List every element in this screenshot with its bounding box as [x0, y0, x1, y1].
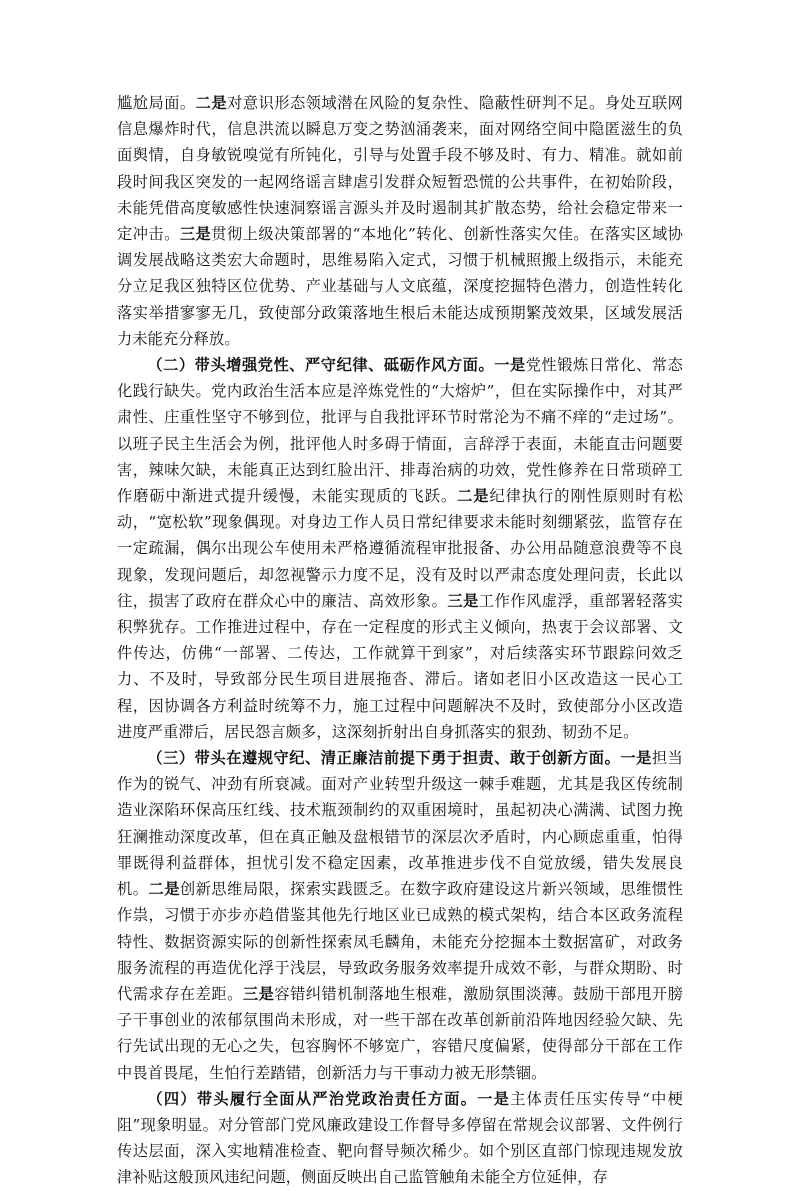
bold-text-segment: 二是	[457, 487, 490, 506]
paragraph	[117, 90, 683, 352]
text-segment: 容错纠错机制落地生根难，激励氛围淡薄。鼓励干部甩开膀子干事创业的浓郁氛围尚未形成，对一些干部在改革创新前沿阵地因经验欠缺、先行先试出现的无心之失，包容胸怀不够宽广，容错尺度偏紧，使得部分干部在工作中畏首畏尾，生怕行差踏错，创新活力与干事动力被无形禁锢。	[117, 984, 683, 1082]
text-segment: 担当作为的锐气、冲劲有所衰减。面对产业转型升级这一棘手难题，尤其是我区传统制造业深陷环保高压红线、技术瓶颈制约的双重困境时，虽起初决心满满、试图力挽狂澜推动深度改革，但在真正触及盘根错节的深层次矛盾时，内心顾虑重重，怕得罪既得利益群体，担忧引发不稳定因素，改革推进步伐不自觉放缓，错失发展良机。	[117, 749, 683, 899]
text-segment: 尴尬局面。	[117, 94, 196, 112]
document-body	[117, 90, 683, 1191]
bold-text-segment: （三）带头在遵规守纪、清正廉洁前提下勇于担责、敢于创新方面。一是	[147, 749, 652, 768]
text-segment: 纪律执行的刚性原则时有松动，“宽松软”现象偶现。对身边工作人员日常纪律要求未能时刻绷紧弦，监管存在一定疏漏，偶尔出现公车使用未严格遵循流程审批报备、办公用品随意浪费等不良现象，发现问题后，却忽视警示力度不足，没有及时以严肃态度处理问责，长此以往，损害了政府在群众心中的廉洁、高效形象。	[117, 487, 683, 610]
bold-text-segment: 三是	[179, 225, 212, 244]
text-segment: 贯彻上级决策部署的“本地化”转化、创新性落实欠佳。在落实区域协调发展战略这类宏大命题时，思维易陷入定式，习惯于机械照搬上级指示，未能充分立足我区独特区位优势、产业基础与人文底蕴，深度挖掘特色潜力，创造性转化落实举措寥寥无几，致使部分政策落地生根后未能达成预期繁茂效果，区域发展活力未能充分释放。	[117, 225, 683, 348]
text-segment: 工作作风虚浮，重部署轻落实积弊犹存。工作推进过程中，存在一定程度的形式主义倾向，热衷于会议部署、文件传达，仿佛“一部署、二传达，工作就算干到家”，对后续落实环节跟踪问效乏力、不及时，导致部分民生项目进展拖沓、滞后。诸如老旧小区改造这一民心工程，因协调各方利益时统筹不力，施工过程中问题解决不及时，致使部分小区改造进度严重滞后，居民怨言颇多，这深刻折射出自身抓落实的狠劲、韧劲不足。	[117, 591, 683, 741]
bold-text-segment: 二是	[148, 880, 180, 899]
bold-text-segment: 三是	[242, 984, 275, 1003]
text-segment: 创新思维局限，探索实践匮乏。在数字政府建设这片新兴领域，思维惯性作祟，习惯于亦步亦趋借鉴其他先行地区业已成熟的模式架构，结合本区政务流程特性、数据资源实际的创新性探索凤毛麟角，未能充分挖掘本土数据富矿，对政务服务流程的再造优化浮于浅层，导致政务服务效率提升成效不彰，与群众期盼、时代需求存在差距。	[117, 880, 683, 1003]
bold-text-segment: （二）带头增强党性、严守纪律、砥砺作风方面。一是	[147, 356, 526, 375]
text-segment: 主体责任压实传导“中梗阻”现象明显。对分管部门党风廉政建设工作督导多停留在常规会议部署、文件例行传达层面，深入实地精准检查、靶向督导频次稀少。如个别区直部门惊现违规发放津补贴这般顶风违纪问题，侧面反映出自己监管触角未能全方位延伸，存	[117, 1089, 683, 1187]
paragraph	[117, 1086, 683, 1191]
text-segment: 对意识形态领域潜在风险的复杂性、隐蔽性研判不足。身处互联网信息爆炸时代，信息洪流以瞬息万变之势汹涌袭来，面对网络空间中隐匿滋生的负面舆情，自身敏锐嗅觉有所钝化，引导与处置手段不够及时、有力、精准。就如前段时间我区突发的一起网络谣言肆虐引发群众短暂恐慌的公共事件，在初始阶段，未能凭借高度敏感性快速洞察谣言源头并及时遏制其扩散态势，给社会稳定带来一定冲击。	[117, 94, 683, 244]
paragraph	[117, 745, 683, 1086]
text-segment: 党性锻炼日常化、常态化践行缺失。党内政治生活本应是淬炼党性的“大熔炉”，但在实际操作中，对其严肃性、庄重性坚守不够到位，批评与自我批评环节时常沦为不痛不痒的“走过场”。以班子民主生活会为例，批评他人时多碍于情面，言辞浮于表面，未能直击问题要害，辣味欠缺，未能真正达到红脸出汗、排毒治病的功效，党性修养在日常琐碎工作磨砺中渐进式提升缓慢，未能实现质的飞跃。	[117, 356, 683, 506]
bold-text-segment: 二是	[195, 94, 228, 112]
bold-text-segment: 三是	[447, 591, 479, 610]
bold-text-segment: （四）带头履行全面从严治党政治责任方面。一是	[147, 1089, 511, 1108]
paragraph	[117, 352, 683, 745]
